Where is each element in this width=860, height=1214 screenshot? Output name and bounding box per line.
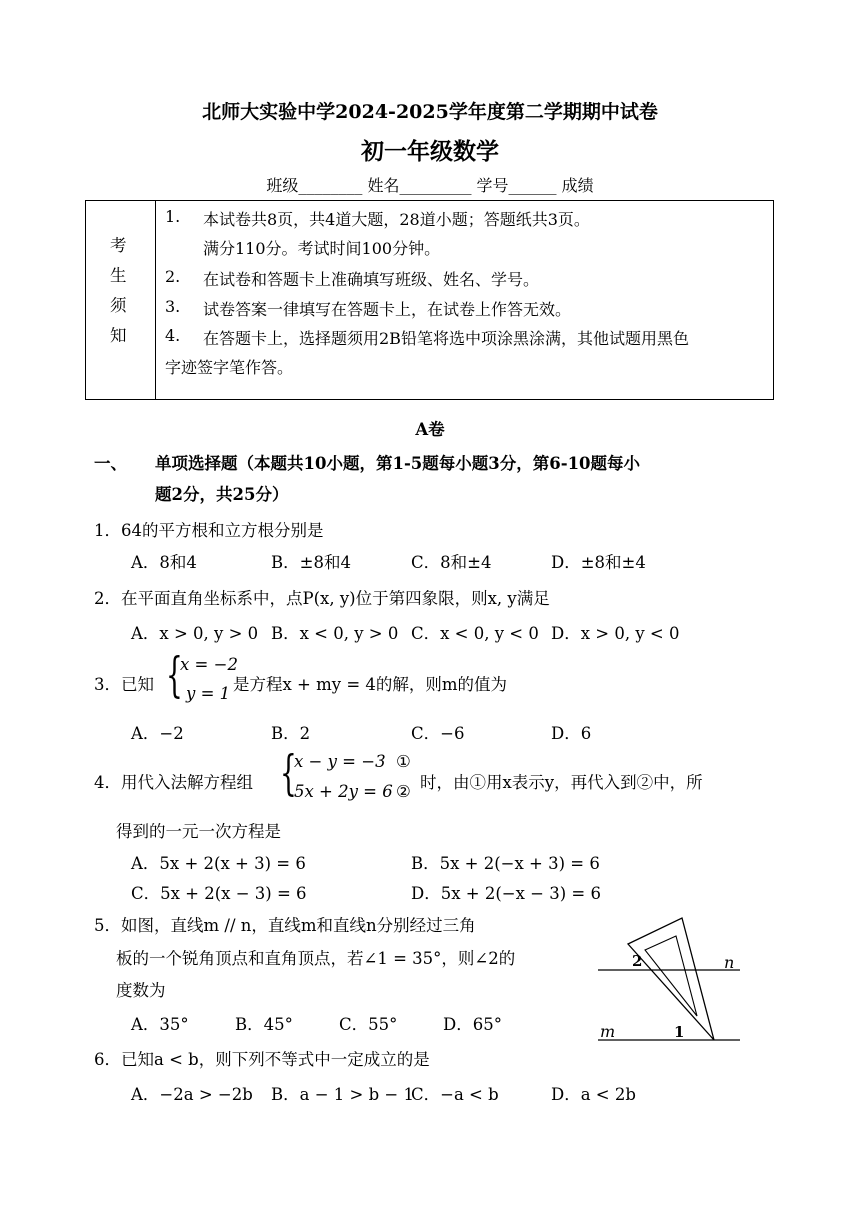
q4-mark-2: ②: [396, 782, 411, 801]
notice-text-2: 在试卷和答题卡上准确填写班级、姓名、学号。: [203, 270, 540, 289]
q3-brace: {: [166, 647, 183, 703]
q3-system-eq1: x = −2: [180, 655, 238, 674]
q4-mark-1: ①: [396, 752, 411, 771]
q6-option-d: D．a < 2b: [551, 1085, 636, 1104]
q5-option-c: C．55°: [339, 1015, 398, 1034]
q4-option-d: D．5x + 2(−x − 3) = 6: [411, 884, 601, 903]
q3-option-a: A．−2: [131, 724, 184, 743]
notice-text-1b: 满分110分。考试时间100分钟。: [203, 239, 441, 258]
q4-option-a: A．5x + 2(x + 3) = 6: [131, 854, 306, 873]
fig-label-angle2: 2: [632, 952, 643, 970]
q4-option-b: B．5x + 2(−x + 3) = 6: [411, 854, 600, 873]
q3-option-d: D．6: [551, 724, 592, 743]
q3-option-c: C．−6: [411, 724, 465, 743]
q2-option-a: A．x > 0, y > 0: [131, 624, 259, 643]
q1-option-d: D．±8和±4: [551, 553, 646, 572]
q5-option-d: D．65°: [443, 1015, 502, 1034]
q2-stem: 2．在平面直角坐标系中，点P(x, y)位于第四象限，则x, y满足: [94, 589, 550, 608]
notice-label-4: 知: [110, 326, 127, 345]
notice-label-1: 考: [110, 236, 127, 255]
student-info-line: 班级________ 姓名_________ 学号______ 成绩: [266, 176, 594, 195]
q5-line3: 度数为: [116, 981, 166, 1000]
notice-text-4: 在答题卡上，选择题须用2B铅笔将选中项涂黑涂满，其他试题用黑色: [203, 329, 689, 348]
notice-num-4: 4.: [165, 326, 181, 345]
q6-option-a: A．−2a > −2b: [131, 1085, 253, 1104]
triangle-outer: [628, 918, 714, 1040]
exam-subtitle: 初一年级数学: [361, 138, 499, 165]
section-heading-cont: 题2分，共25分）: [155, 485, 289, 504]
q4-prefix: 4．用代入法解方程组: [94, 773, 253, 792]
notice-label-2: 生: [110, 266, 127, 285]
q3-system-eq2: y = 1: [186, 684, 231, 703]
exam-title: 北师大实验中学2024-2025学年度第二学期期中试卷: [202, 101, 658, 123]
notice-divider: [155, 200, 156, 400]
q2-option-c: C．x < 0, y < 0: [411, 624, 539, 643]
q3-option-b: B．2: [271, 724, 311, 743]
q2-option-d: D．x > 0, y < 0: [551, 624, 680, 643]
notice-num-2: 2.: [165, 267, 181, 286]
q2-option-b: B．x < 0, y > 0: [271, 624, 399, 643]
paper-label: A卷: [415, 420, 445, 439]
q5-line2: 板的一个锐角顶点和直角顶点，若∠1 = 35°，则∠2的: [116, 949, 516, 968]
fig-label-m: m: [600, 1022, 616, 1041]
section-heading: 单项选择题（本题共10小题，第1-5题每小题3分，第6-10题每小: [155, 454, 641, 473]
q4-option-c: C．5x + 2(x − 3) = 6: [131, 884, 307, 903]
q6-option-b: B．a − 1 > b − 1: [271, 1085, 414, 1104]
q4-suffix: 时，由①用x表示y，再代入到②中，所: [420, 773, 703, 792]
fig-label-angle1: 1: [674, 1023, 685, 1041]
q5-line1: 5．如图，直线m // n，直线m和直线n分别经过三角: [94, 916, 476, 935]
q5-option-b: B．45°: [235, 1015, 293, 1034]
q5-option-a: A．35°: [131, 1015, 189, 1034]
notice-text-4b: 字迹签字笔作答。: [165, 358, 294, 377]
q4-stem-cont: 得到的一元一次方程是: [116, 822, 281, 841]
q1-stem: 1．64的平方根和立方根分别是: [94, 521, 324, 540]
notice-text-1: 本试卷共8页，共4道大题，28道小题；答题纸共3页。: [203, 210, 590, 229]
q1-option-a: A．8和4: [131, 553, 197, 572]
q6-option-c: C．−a < b: [411, 1085, 499, 1104]
q6-stem: 6．已知a < b，则下列不等式中一定成立的是: [94, 1050, 430, 1069]
fig-label-n: n: [724, 953, 735, 972]
notice-label-3: 须: [110, 296, 127, 315]
q3-suffix: 是方程x + my = 4的解，则m的值为: [233, 675, 508, 694]
notice-num-1: 1.: [165, 207, 181, 226]
q1-option-c: C．8和±4: [411, 553, 492, 572]
notice-text-3: 试卷答案一律填写在答题卡上，在试卷上作答无效。: [203, 300, 572, 319]
section-number: 一、: [94, 454, 127, 473]
q5-triangle-figure: [590, 912, 750, 1052]
q4-system-eq2: 5x + 2y = 6: [294, 782, 393, 801]
notice-num-3: 3.: [165, 297, 181, 316]
q3-prefix: 3．已知: [94, 675, 154, 694]
q4-system-eq1: x − y = −3: [294, 752, 386, 771]
q4-brace: {: [280, 745, 297, 801]
q1-option-b: B．±8和4: [271, 553, 351, 572]
